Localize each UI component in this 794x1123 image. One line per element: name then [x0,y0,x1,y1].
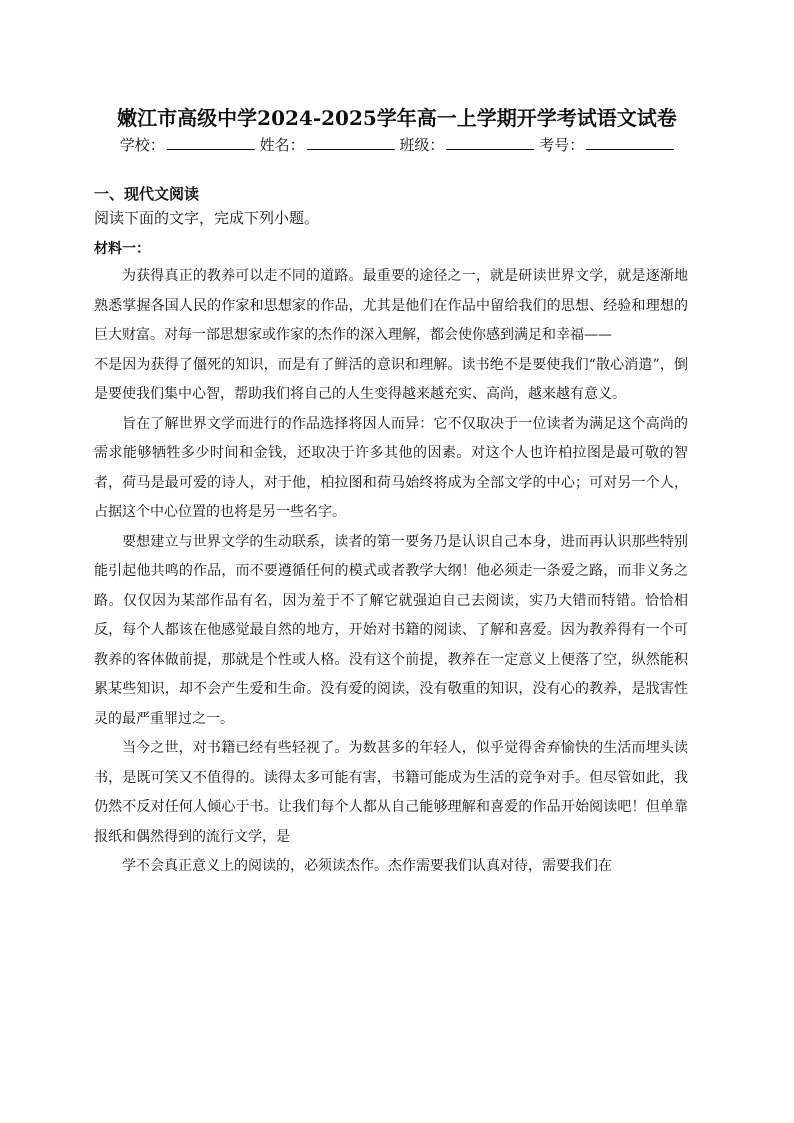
section-instruction: 阅读下面的文字，完成下列小题。 [94,209,320,227]
passage-paragraph: 学不会真正意义上的阅读的，必须读杰作。杰作需要我们认真对待，需要我们在 [122,858,612,874]
passage-paragraph: 旨在了解世界文学而进行的作品选择将因人而异：它不仅取决于一位读者为满足这个高尚的需求能够牺牲多少时间和金钱，还取决于许多其他的因素。对这个人也许柏拉图是最可敬的智者，荷马是最可爱的诗人，对于他，柏拉图和荷马始终将成为全部文学的中心；可对另一个人，占据这个中心位置的也将是另一些名字。 [94,415,688,520]
name-blank[interactable] [307,135,395,150]
school-field[interactable] [120,134,255,155]
exam-number-label: 考号： [539,136,585,154]
passage-paragraph: 当今之世，对书籍已经有些轻视了。为数甚多的年轻人，似乎觉得舍弃愉快的生活而埋头读书，是既可笑又不值得的。读得太多可能有害，书籍可能成为生活的竞争对手。但尽管如此，我仍然不反对任何人倾心于书。让我们每个人都从自己能够理解和喜爱的作品开始阅读吧！但单靠报纸和偶然得到的流行文学，是 [94,740,688,845]
section-heading: 一、现代文阅读 [94,185,200,203]
class-field[interactable] [399,134,534,155]
exam-title: 嫩江市高级中学2024-2025学年高一上学期开学考试语文试卷 [117,106,677,130]
passage-paragraph: 为获得真正的教养可以走不同的道路。最重要的途径之一，就是研读世界文学，就是逐渐地熟悉掌握各国人民的作家和思想家的作品，尤其是他们在作品中留给我们的思想、经验和理想的巨大财富。对每一部思想家或作家的杰作的深入理解，都会使你感到满足和幸福—— [94,268,688,343]
student-info-line [0,134,794,155]
material-label: 材料一： [94,241,150,257]
name-label: 姓名： [259,136,305,154]
class-blank[interactable] [446,135,534,150]
passage-paragraph: 不是因为获得了僵死的知识，而是有了鲜活的意识和理解。读书绝不是要使我们“散心消遣”，倒是要使我们集中心智，帮助我们将自己的人生变得越来越充实、高尚，越来越有意义。 [94,356,688,402]
school-blank[interactable] [167,135,255,150]
name-field[interactable] [260,134,395,155]
reading-passage [94,262,688,882]
exam-number-field[interactable] [539,134,674,155]
school-label: 学校： [119,136,165,154]
class-label: 班级： [399,136,445,154]
exam-number-blank[interactable] [586,135,674,150]
passage-paragraph: 要想建立与世界文学的生动联系，读者的第一要务乃是认识自己本身，进而再认识那些特别能引起他共鸣的作品，而不要遵循任何的模式或者教学大纲！他必须走一条爱之路，而非义务之路。仅仅因为某部作品有名，因为羞于不了解它就强迫自己去阅读，实乃大错而特错。恰恰相反，每个人都该在他感觉最自然的地方，开始对书籍的阅读、了解和喜爱。因为教养得有一个可教养的客体做前提，那就是个性或人格。没有这个前提，教养在一定意义上便落了空，纵然能积累某些知识，却不会产生爱和生命。没有爱的阅读，没有敬重的知识，没有心的教养，是戕害性灵的最严重罪过之一。 [94,533,688,727]
